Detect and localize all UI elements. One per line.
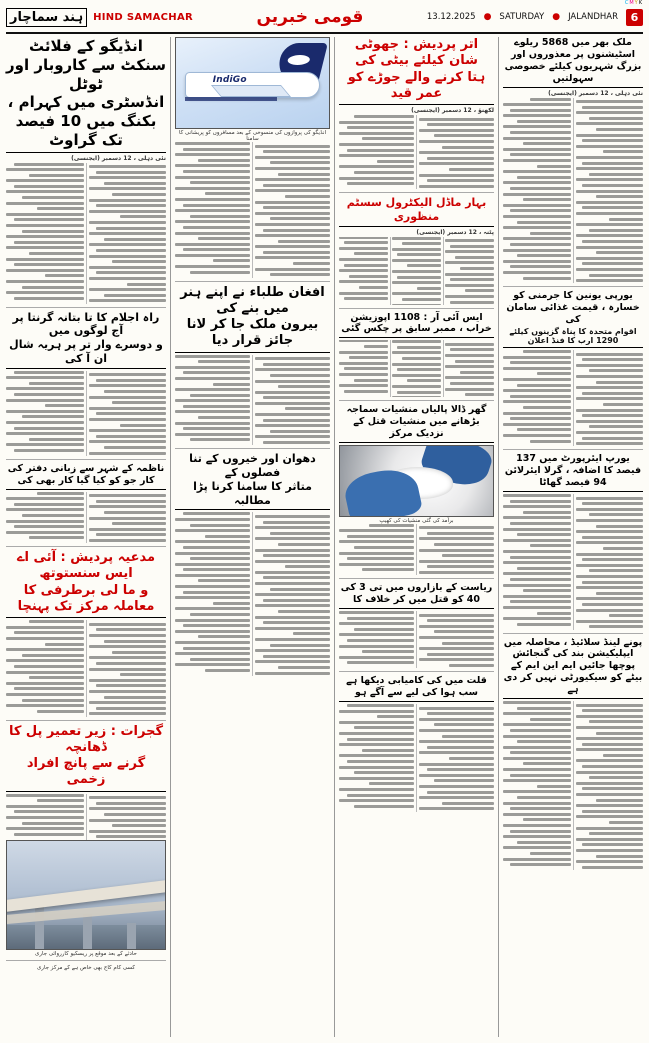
- article-electoral: [339, 196, 494, 309]
- rule: [503, 87, 643, 88]
- article-small-1: [6, 311, 166, 460]
- caption-indigo: انڈیگو کی پروازوں کی منسوخی کے بعد مسافروں کو پریشانی کا سامنا: [178, 130, 327, 142]
- body-gujarat: [6, 794, 166, 840]
- headline-small1-1: راہ اجلام کا تا بتانہ گرنتا پر آج لوگوں میں: [12, 310, 160, 338]
- bullet-icon: ●: [483, 12, 492, 22]
- rule: [339, 442, 494, 443]
- article-small-3: [175, 452, 330, 679]
- cmyk-marks: CMYK: [624, 0, 643, 6]
- headline-gujarat-2: گرنے سے پانچ افراد زخمی: [26, 756, 146, 788]
- headline-drug: گھر ڈالا پالیاں منشیات سماجہ بڑھانے میں منشیات قتل کے نزدیک مرکز: [346, 404, 487, 439]
- caption-bridge: حادثے کے بعد موقع پر ریسکیو کارروائی جاری: [35, 950, 137, 957]
- photo-drug-seizure: [339, 445, 494, 517]
- body-right-top: [503, 98, 643, 284]
- article-indigo-photo: [175, 37, 330, 282]
- headline-small1-2: و دوسرے وار تر پر ہریہ شال ان آ کی: [9, 338, 163, 365]
- column-left: [6, 37, 166, 1037]
- rule: [339, 226, 494, 227]
- photo-indigo-aircraft: IndiGo: [175, 37, 330, 129]
- article-eu-fund: [503, 290, 643, 450]
- body-up: [339, 115, 494, 189]
- headline-afghan-2: بیرون ملک جا کر لانا جائز قرار دیا: [186, 317, 319, 349]
- headline-indigo-2: انڈسٹری میں کہرام ، بکنگ میں 10 فیصد تک گراوٹ: [7, 93, 165, 149]
- rule: [6, 489, 166, 490]
- logo-english: HIND SAMACHAR: [93, 11, 193, 23]
- body-small2: [6, 492, 166, 544]
- byline-indigo: نئی دہلی ، 12 دسمبر (ایجنسی): [71, 154, 166, 162]
- headline-up-2: ہتا کرنے والے جوڑے کو عمر قید: [347, 69, 486, 101]
- headline-pune-1: پونے لینڈ سلائیڈ ، محاصلہ میں ایپلیکیشن بند کی گنجائش: [503, 636, 643, 660]
- column-right: [498, 37, 643, 1037]
- article-pune: [503, 637, 643, 873]
- issue-day: SATURDAY: [499, 12, 545, 22]
- bullet-icon-2: ●: [552, 12, 561, 22]
- body-electoral: [339, 237, 494, 305]
- masthead: [6, 4, 643, 34]
- page-body: [6, 37, 643, 1037]
- headline-small3-1: دھوان اور خیروں کے تنا فصلوں کے: [189, 452, 316, 480]
- rule: [6, 791, 166, 792]
- byline-up: لکھنؤ ، 12 دسمبر (ایجنسی): [411, 107, 494, 114]
- body-eu-fund: [503, 350, 643, 446]
- caption-drug: برآمد کی گئی منشیات کی کھیپ: [379, 517, 454, 524]
- article-indigo: [6, 37, 166, 308]
- rule: [175, 509, 330, 510]
- masthead-right: [427, 9, 643, 26]
- headline-up-1: اتر پردیش : جھوٹی شان کیلئے بیٹی کی: [354, 37, 479, 69]
- body-small1: [6, 371, 166, 456]
- rule: [339, 701, 494, 702]
- headline-eu-fund: یورپی یونین کا جرمنی کو خسارہ ، قیمت غذائی سامان کی: [506, 290, 640, 326]
- article-gujarat-bridge: [6, 724, 166, 961]
- headline-eu-report: یورپ ایئرپورٹ میں 137 فیصد کا اضافہ ، گرلا ایئرلائن 94 فیصد گھاٹا: [504, 453, 642, 489]
- byline-electoral: پٹنہ ، 12 دسمبر (ایجنسی): [416, 228, 494, 236]
- body-indigo-cont: [175, 142, 330, 278]
- rule: [175, 352, 330, 353]
- byline-right-top: نئی دہلی ، 12 دسمبر (ایجنسی): [548, 89, 643, 97]
- body-small5: [339, 611, 494, 668]
- bottom-note-left: کسی کام کاج بھی خاص ہے کے مرکز جاری: [37, 964, 135, 971]
- page-number: 6: [626, 9, 643, 26]
- headline-small2: ناظمہ کے شہر سے زبانی دفتر کی کار جو کو کیا گیا کار بھی کی: [7, 462, 165, 486]
- headline-indigo-1: انڈیگو کے فلائٹ سنکٹ سے کاروبار اور ٹوٹل: [6, 37, 166, 93]
- headline-pune-2: پوچھا جائیں ایم این ایم کے بیٹے کو سیکیورٹی نہیں کر دی ہے: [503, 660, 643, 696]
- article-ed-case: [6, 550, 166, 720]
- headline-ed-1: مدعیہ پردیش : آئی اے ایس سنستوتھ: [16, 550, 156, 582]
- body-indigo: [6, 163, 166, 304]
- article-small-4: [339, 675, 494, 814]
- rule: [339, 608, 494, 609]
- rule: [503, 698, 643, 699]
- rule: [6, 617, 166, 618]
- body-small4: [339, 704, 494, 812]
- article-small-2: [6, 463, 166, 547]
- rule: [503, 347, 643, 348]
- rule: [503, 491, 643, 492]
- headline-gujarat-1: گجرات : زیر تعمیر پل کا ڈھانچہ: [8, 723, 164, 755]
- article-eu-report: [503, 453, 643, 633]
- masthead-left: [6, 8, 193, 27]
- section-title: قومی خبریں: [256, 7, 364, 27]
- headline-right-top: ملک بھر میں 5868 ریلوے اسٹیشنوں پر معذوروں اور بزرگ شہریوں کیلئے خصوصی سہولتیں: [504, 37, 642, 84]
- headline-afghan-1: افغان طلباء نے اپنے ہنر میں بنے کی: [180, 284, 325, 316]
- body-drug: [339, 524, 494, 576]
- article-right-top: [503, 37, 643, 287]
- article-afghan: [175, 285, 330, 450]
- article-sab-1108: [339, 312, 494, 402]
- headline-small5: ریاست کے بازاروں میں تی 3 کی 40 کو قتل میں کر خلاف کا: [340, 582, 493, 606]
- body-ed: [6, 620, 166, 716]
- article-up-marriage: [339, 37, 494, 193]
- issue-date: 13.12.2025: [426, 12, 476, 22]
- headline-sab: ایس آئی آر : 1108 اپوزیشن خراب ، ممبر سابق پر چکس گئی: [341, 311, 492, 335]
- headline-small4: قلت میں کی کامیابی دیکھا ہے سب ہوا کی لیے سے آگے ہو: [346, 675, 487, 699]
- body-sab: [339, 340, 494, 397]
- body-afghan: [175, 355, 330, 446]
- body-small3: [175, 512, 330, 676]
- rule: [339, 337, 494, 338]
- rule: [6, 368, 166, 369]
- rule: [339, 104, 494, 105]
- headline-electoral: بہار ماڈل الیکٹرول سسٹم منظوری: [346, 196, 487, 223]
- body-pune: [503, 701, 643, 870]
- subhead-eu-fund: اقوام متحدہ کا پناہ گزینوں کیلئے 1290 ارب کا فنڈ اعلان: [509, 327, 637, 346]
- headline-ed-2: و ما لی برطرفی کا معاملہ مرکز تک پہنچا: [17, 582, 155, 614]
- article-small-5: [339, 582, 494, 672]
- column-center-left: [170, 37, 330, 1037]
- edition-name: JALANDHAR: [568, 12, 618, 22]
- column-center-right: [334, 37, 494, 1037]
- article-drug: [339, 404, 494, 579]
- photo-bridge-collapse: [6, 840, 166, 950]
- body-eu-report: [503, 494, 643, 630]
- rule: [6, 152, 166, 153]
- logo-urdu: ہند سماچار: [6, 8, 87, 27]
- headline-small3-2: متاثر کا سامنا کرنا پڑا مطالبہ: [193, 479, 312, 507]
